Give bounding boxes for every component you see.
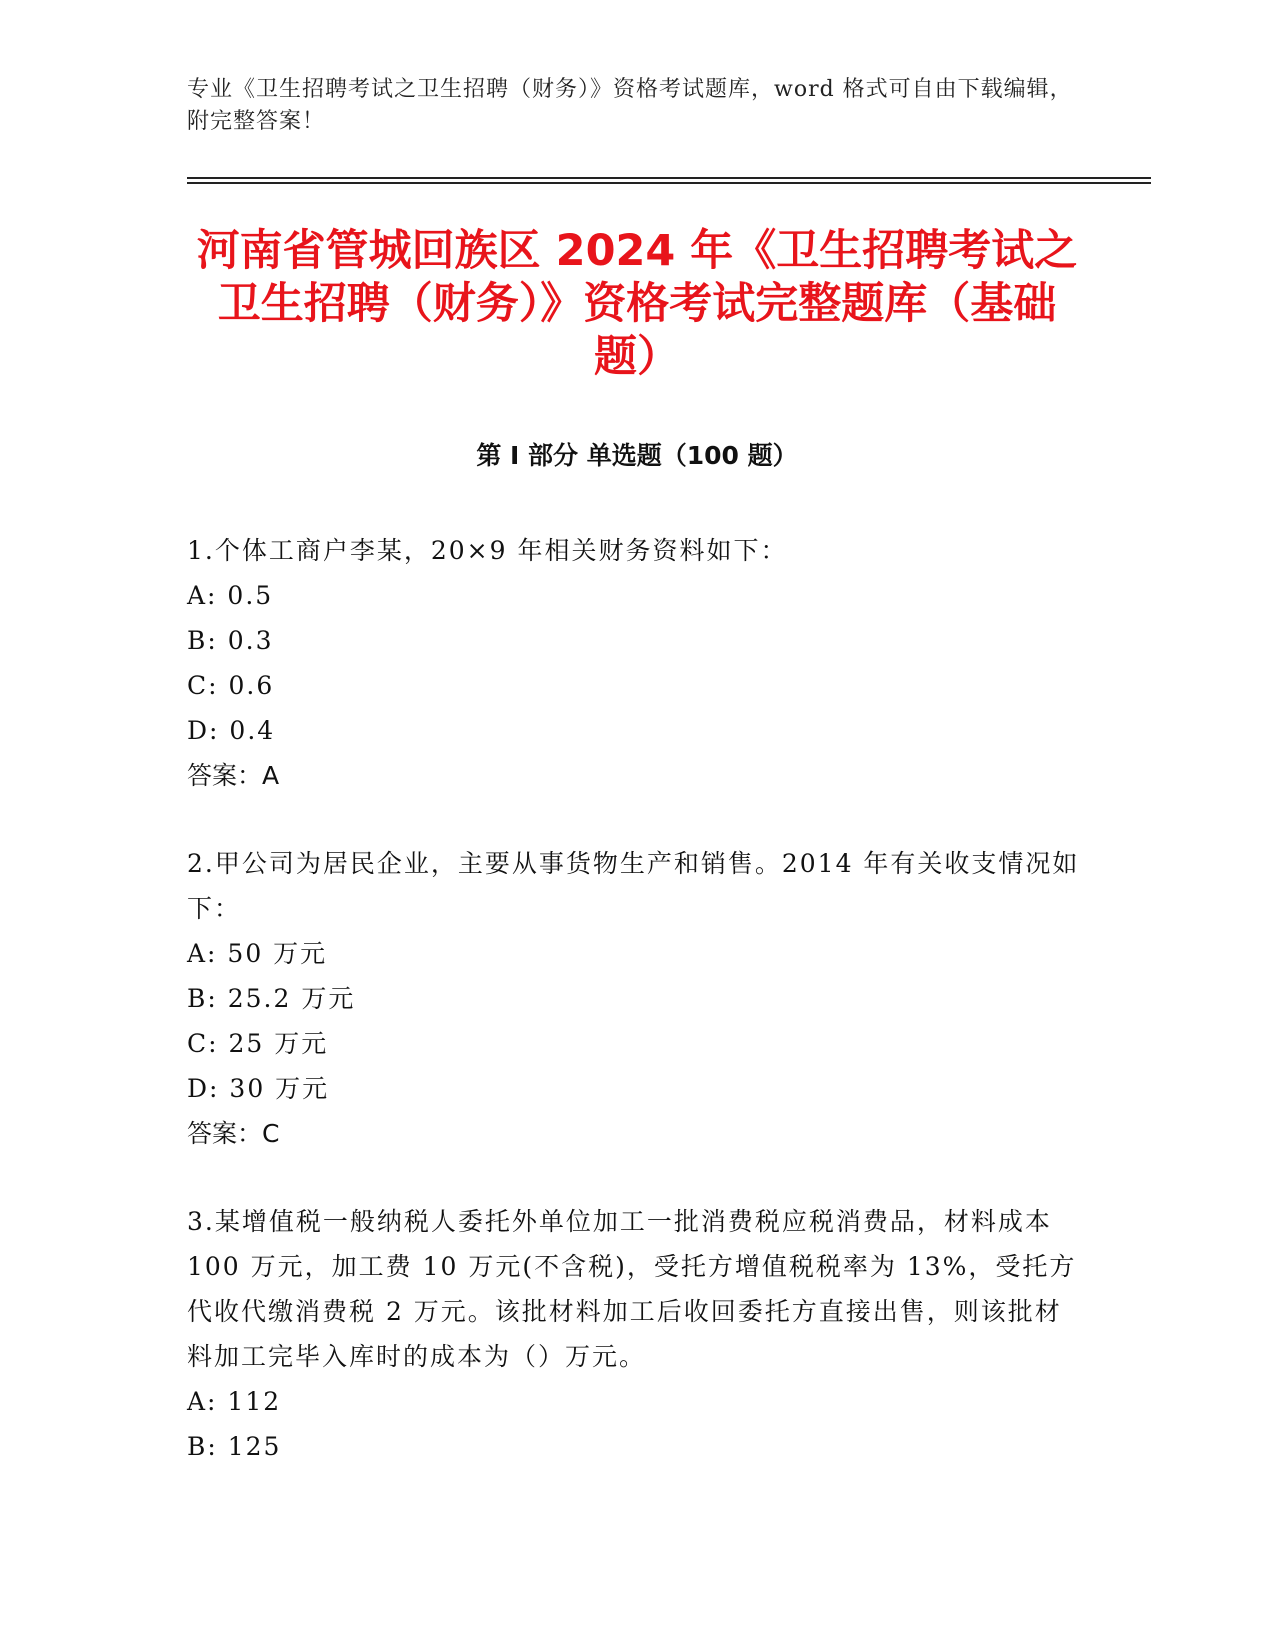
header-rule-bottom	[187, 182, 1151, 184]
question-1	[187, 528, 1087, 798]
question-list	[187, 528, 1087, 1512]
option-b: B: 125	[187, 1432, 282, 1461]
question-text: 1.个体工商户李某，20×9 年相关财务资料如下：	[187, 536, 788, 565]
question-3	[187, 1199, 1087, 1469]
answer: 答案：C	[187, 1119, 280, 1148]
option-c: C: 0.6	[187, 671, 275, 700]
header-note: 专业《卫生招聘考试之卫生招聘（财务）》资格考试题库，word 格式可自由下载编辑，附完整答案！	[187, 77, 1073, 134]
section-title: 第 I 部分 单选题（100 题）	[476, 441, 798, 470]
option-d: D: 30 万元	[187, 1074, 330, 1103]
option-b: B: 0.3	[187, 626, 274, 655]
option-d: D: 0.4	[187, 716, 276, 745]
answer: 答案：A	[187, 761, 280, 790]
header-rule-top	[187, 177, 1151, 179]
question-text: 3.某增值税一般纳税人委托外单位加工一批消费税应税消费品，材料成本 100 万元，加工费 10 万元(不含税)，受托方增值税税率为 13%，受托方代收代缴消费税 2 万元。该批材料加工后收回委托方直接出售，则该批材料加工完毕入库时的成本为（）万元。	[187, 1207, 1077, 1371]
document-title: 河南省管城回族区 2024 年《卫生招聘考试之卫生招聘（财务）》资格考试完整题库（基础题）	[196, 226, 1078, 382]
option-b: B: 25.2 万元	[187, 984, 356, 1013]
option-c: C: 25 万元	[187, 1029, 329, 1058]
option-a: A: 50 万元	[187, 939, 328, 968]
option-a: A: 0.5	[187, 581, 274, 610]
question-text: 2.甲公司为居民企业，主要从事货物生产和销售。2014 年有关收支情况如下：	[187, 849, 1080, 923]
question-2	[187, 841, 1087, 1156]
option-a: A: 112	[187, 1387, 282, 1416]
